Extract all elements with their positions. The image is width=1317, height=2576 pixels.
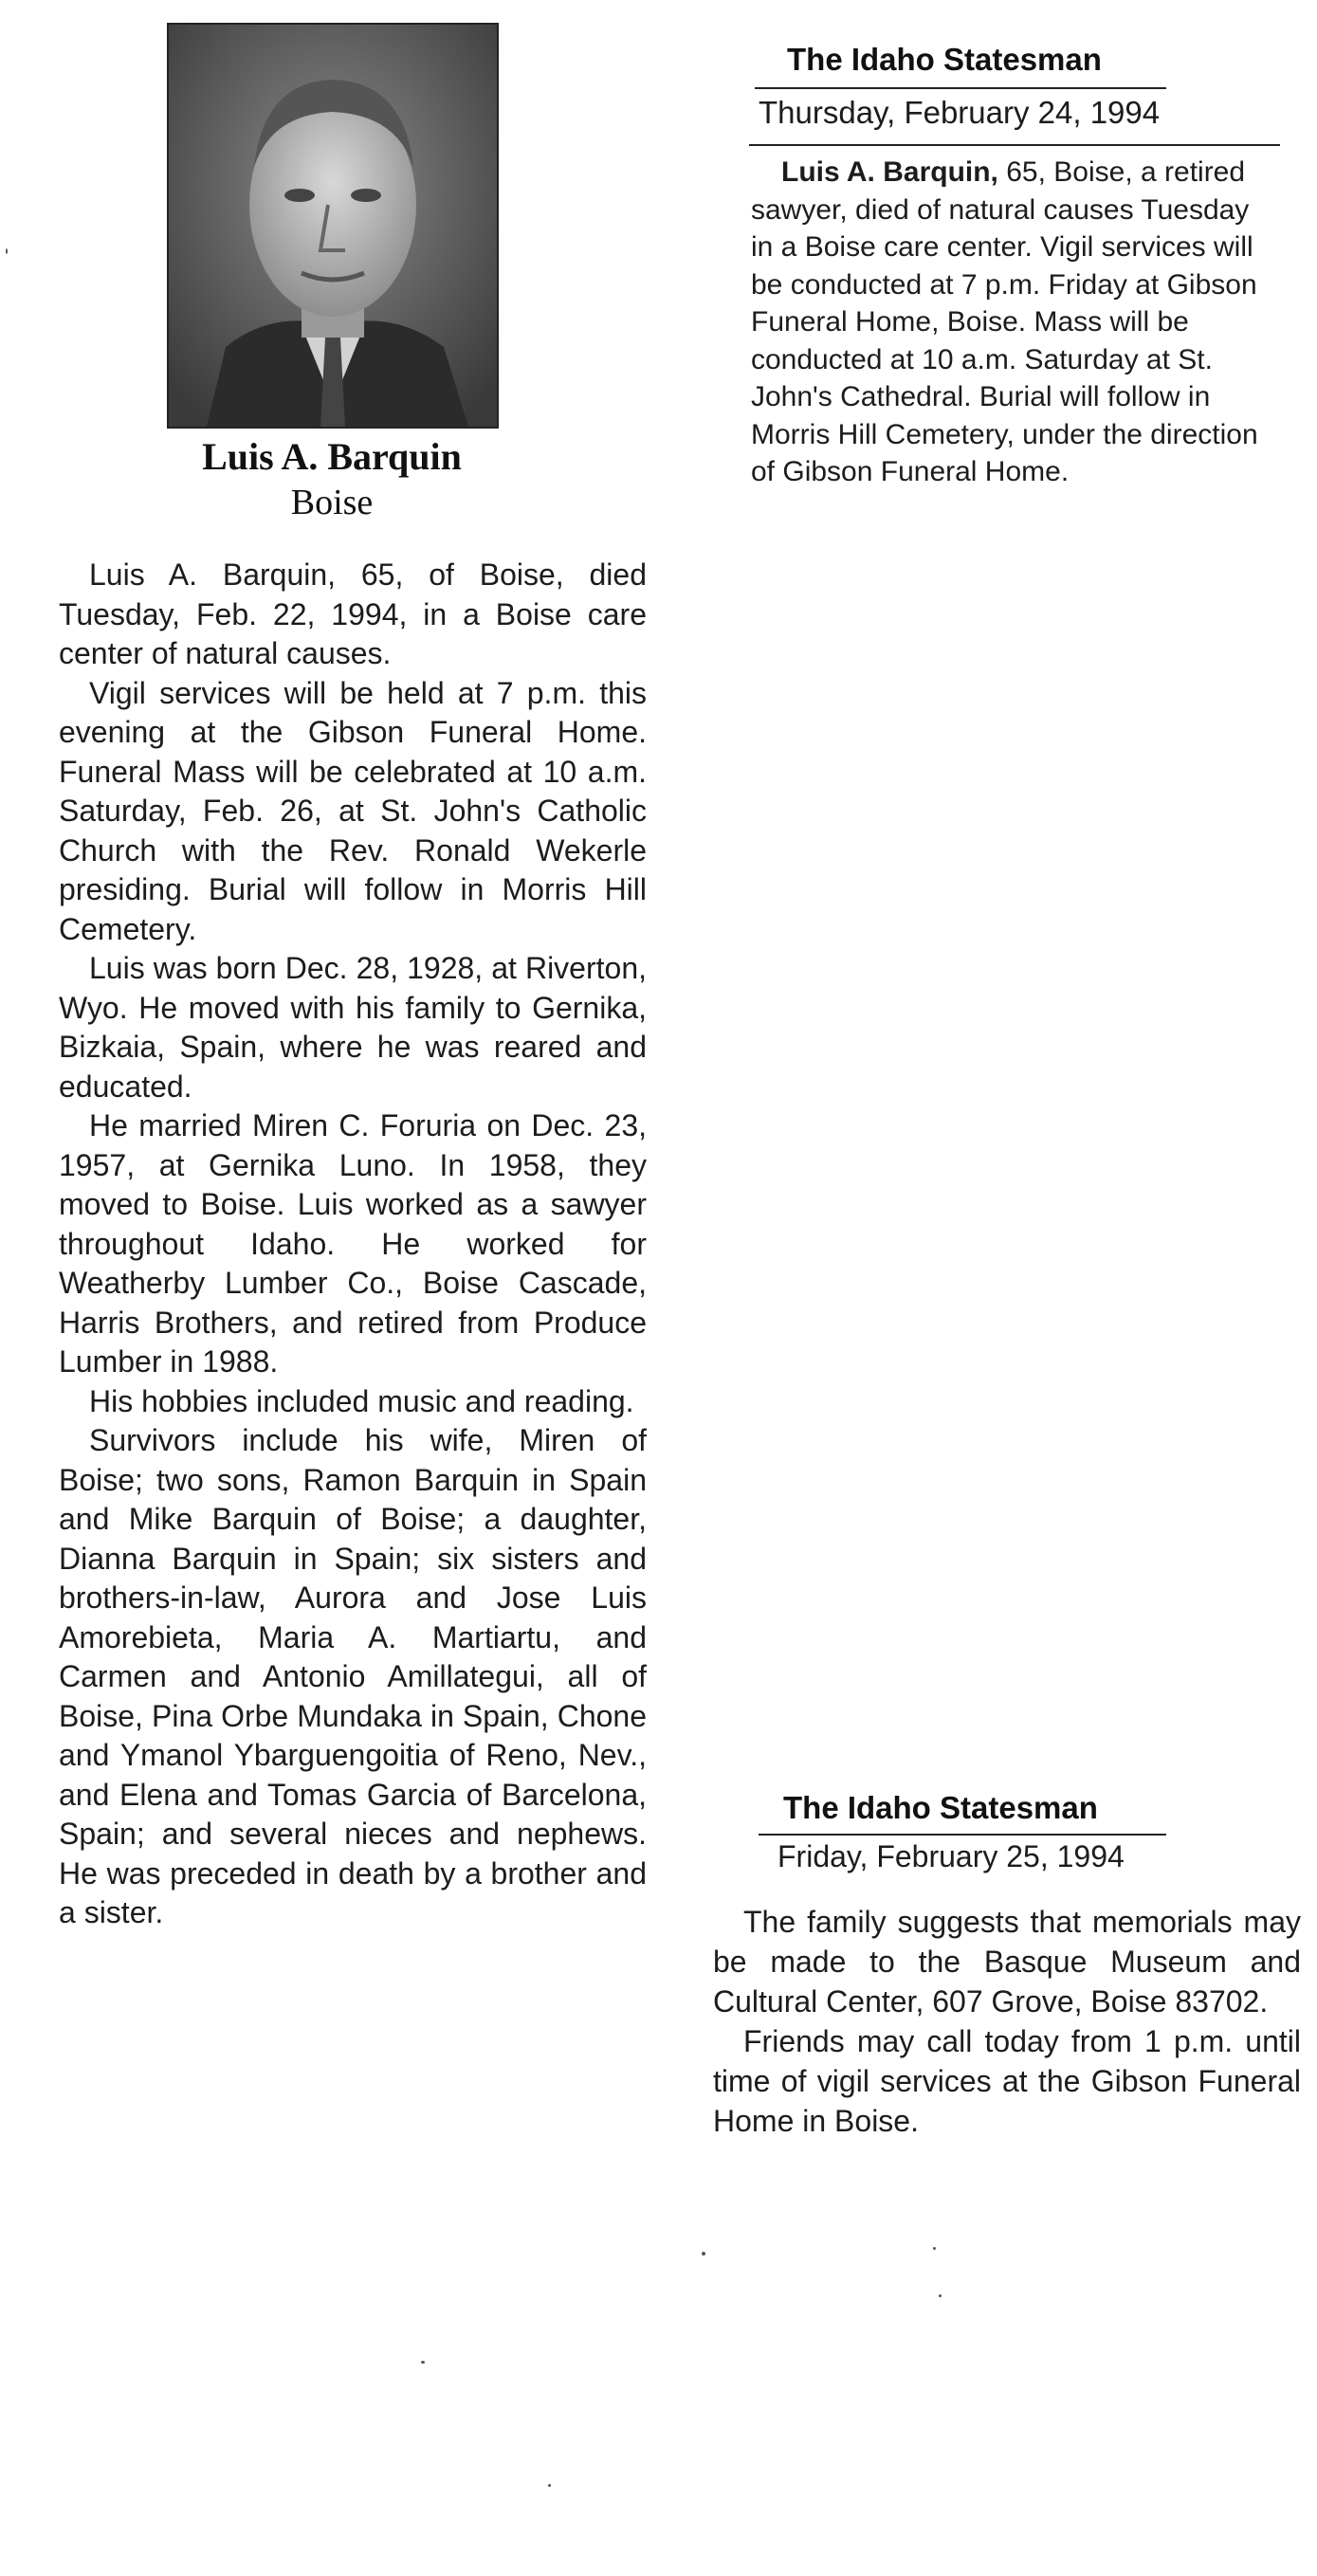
obituary-paragraph: His hobbies included music and reading.: [89, 1383, 634, 1418]
scan-speck: [548, 2484, 551, 2487]
scan-speck: [6, 248, 8, 254]
obituary-body: [59, 556, 647, 1933]
notice1-lead-name: Luis A. Barquin,: [781, 156, 998, 188]
notice2-body: [713, 1902, 1301, 2141]
notice1-text: 65, Boise, a retired sawyer, died of natural causes Tuesday in a Boise care center. Vigil services will be conducted at 7 p.m. Friday at Gibson Funeral Home, Boise. Mass will be conducted at 10 a.m. Saturday at St. John's Cathedral. Burial will follow in Morris Hill Cemetery, under the direction of Gibson Funeral Home.: [751, 156, 1258, 487]
obituary-paragraph: Luis was born Dec. 28, 1928, at Riverton, Wyo. He moved with his family to Gernika, Bizkaia, Spain, where he was reared and educated.: [59, 951, 647, 1104]
portrait-photo: [167, 23, 499, 429]
scan-speck: [939, 2294, 942, 2297]
notice1-date: Thursday, February 24, 1994: [759, 95, 1161, 130]
obituary-paragraph: Vigil services will be held at 7 p.m. this evening at the Gibson Funeral Home. Funeral Mass will be celebrated at 10 a.m. Saturday, Feb. 26, at St. John's Catholic Church with the Rev. Ronald Wekerle presiding. Burial will follow in Morris Hill Cemetery.: [59, 675, 647, 946]
notice1-masthead: The Idaho Statesman: [787, 42, 1102, 77]
obituary-paragraph: Survivors include his wife, Miren of Boise; two sons, Ramon Barquin in Spain and Mike Barquin of Boise; a daughter, Dianna Barquin in Spain; six sisters and brothers-in-law, Aurora and Jose Luis Amorebieta, Maria A. Martiartu, and Carmen and Antonio Amillategui, all of Boise, Pina Orbe Mundaka in Spain, Chone and Ymanol Ybarguengoitia of Reno, Nev., and Elena and Tomas Garcia of Barcelona, Spain; and several nieces and nephews. He was preceded in death by a brother and a sister.: [59, 1423, 647, 1929]
scan-speck: [421, 2361, 425, 2364]
notice2-masthead: The Idaho Statesman: [783, 1790, 1098, 1825]
scan-speck: [933, 2247, 936, 2250]
masthead-rule: [755, 87, 1166, 89]
obituary-paragraph: Luis A. Barquin, 65, of Boise, died Tuesday, Feb. 22, 1994, in a Boise care center of natural causes.: [59, 557, 647, 670]
portrait-image: [169, 25, 497, 427]
obituary-paragraph: He married Miren C. Foruria on Dec. 23, 1957, at Gernika Luno. In 1958, they moved to Boise. Luis worked as a sawyer throughout Idaho. He worked for Weatherby Lumber Co., Boise Cascade, Harris Brothers, and retired from Produce Lumber in 1988.: [59, 1108, 647, 1379]
dateline-rule: [749, 144, 1280, 146]
scan-speck: [702, 2252, 705, 2256]
notice2-paragraph: The family suggests that memorials may be made to the Basque Museum and Cultural Center, 607 Grove, Boise 83702.: [713, 1905, 1301, 2019]
obituary-city: Boise: [290, 483, 374, 522]
notice2-date: Friday, February 25, 1994: [777, 1839, 1125, 1873]
obituary-name: Luis A. Barquin: [202, 435, 462, 478]
masthead-rule: [759, 1834, 1166, 1836]
notice2-paragraph: Friends may call today from 1 p.m. until time of vigil services at the Gibson Funeral Home in Boise.: [713, 2024, 1301, 2138]
notice1-body: [751, 154, 1277, 491]
